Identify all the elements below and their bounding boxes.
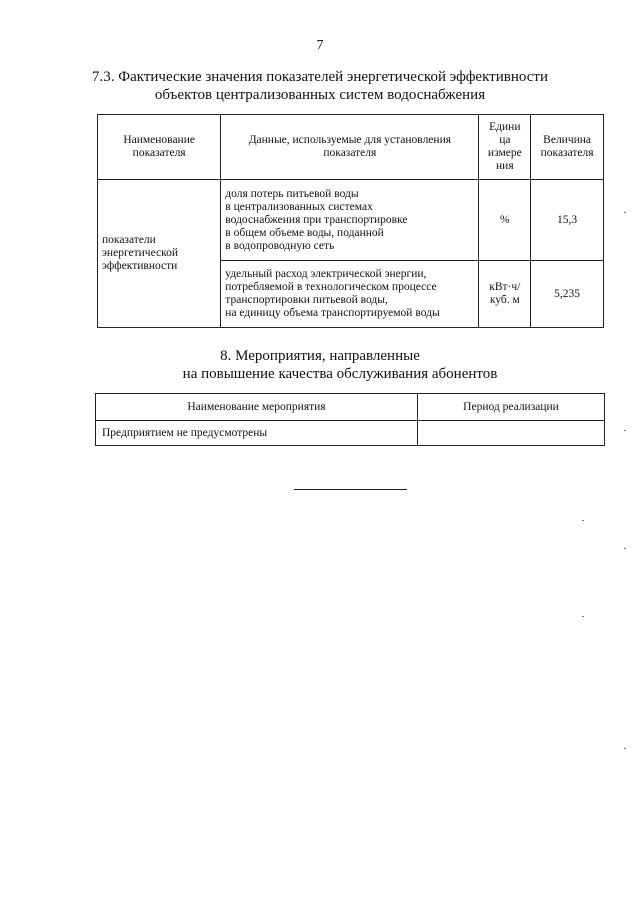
table-header-row — [96, 394, 605, 421]
unit-line: куб. м — [489, 294, 520, 306]
table-header-row — [98, 115, 604, 180]
table-row — [98, 180, 604, 261]
page-number: 7 — [316, 38, 324, 53]
measures-table — [95, 393, 605, 446]
data-line: транспортировки питьевой воды, — [225, 294, 388, 306]
data-line: в централизованных системах — [225, 200, 373, 213]
energy-efficiency-table — [97, 114, 604, 328]
measure-name-cell: Предприятием не предусмотрены — [96, 421, 418, 446]
header-measure-name: Наименование мероприятия — [96, 394, 418, 421]
data-cell — [221, 180, 479, 261]
table-row — [96, 421, 605, 446]
data-line: в водопроводную сеть — [225, 239, 335, 252]
unit-cell: % — [479, 180, 531, 261]
data-line: в общем объеме воды, поданной — [225, 226, 384, 239]
scan-speck — [582, 520, 584, 521]
scan-speck — [624, 748, 626, 749]
section-7-3-title — [0, 68, 640, 104]
value-cell: 15,3 — [531, 180, 604, 261]
data-line: удельный расход электрической энергии, — [225, 268, 427, 280]
end-divider-line — [294, 489, 407, 490]
section-8-title-line2: на повышение качества обслуживания абонентов — [182, 366, 498, 382]
unit-cell — [479, 261, 531, 328]
data-line: на единицу объема транспортируемой воды — [225, 307, 440, 319]
scan-speck — [624, 548, 626, 549]
section-7-3-title-line2: объектов централизованных систем водоснабжения — [154, 87, 486, 103]
section-8-title — [0, 347, 640, 383]
measure-period-cell — [418, 421, 605, 446]
indicator-group-name: показатели энергетической эффективности — [98, 180, 221, 328]
header-data-used: Данные, используемые для установления показателя — [221, 115, 479, 180]
data-line: потребляемой в технологическом процессе — [225, 281, 437, 293]
header-value: Величина показателя — [531, 115, 604, 180]
header-unit: Едини ца измере ния — [479, 115, 531, 180]
data-line: доля потерь питьевой воды — [225, 187, 359, 200]
section-8-title-line1: 8. Мероприятия, направленные — [220, 348, 420, 364]
section-7-3-title-line1: 7.3. Фактические значения показателей энергетической эффективности — [92, 69, 548, 85]
header-indicator-name: Наименование показателя — [98, 115, 221, 180]
unit-line: кВт·ч/ — [489, 281, 521, 293]
scan-speck — [624, 212, 626, 213]
value-cell: 5,235 — [531, 261, 604, 328]
scan-speck — [624, 430, 626, 431]
header-period: Период реализации — [418, 394, 605, 421]
data-line: водоснабжения при транспортировке — [225, 213, 408, 226]
scan-speck — [582, 616, 584, 617]
data-cell — [221, 261, 479, 328]
